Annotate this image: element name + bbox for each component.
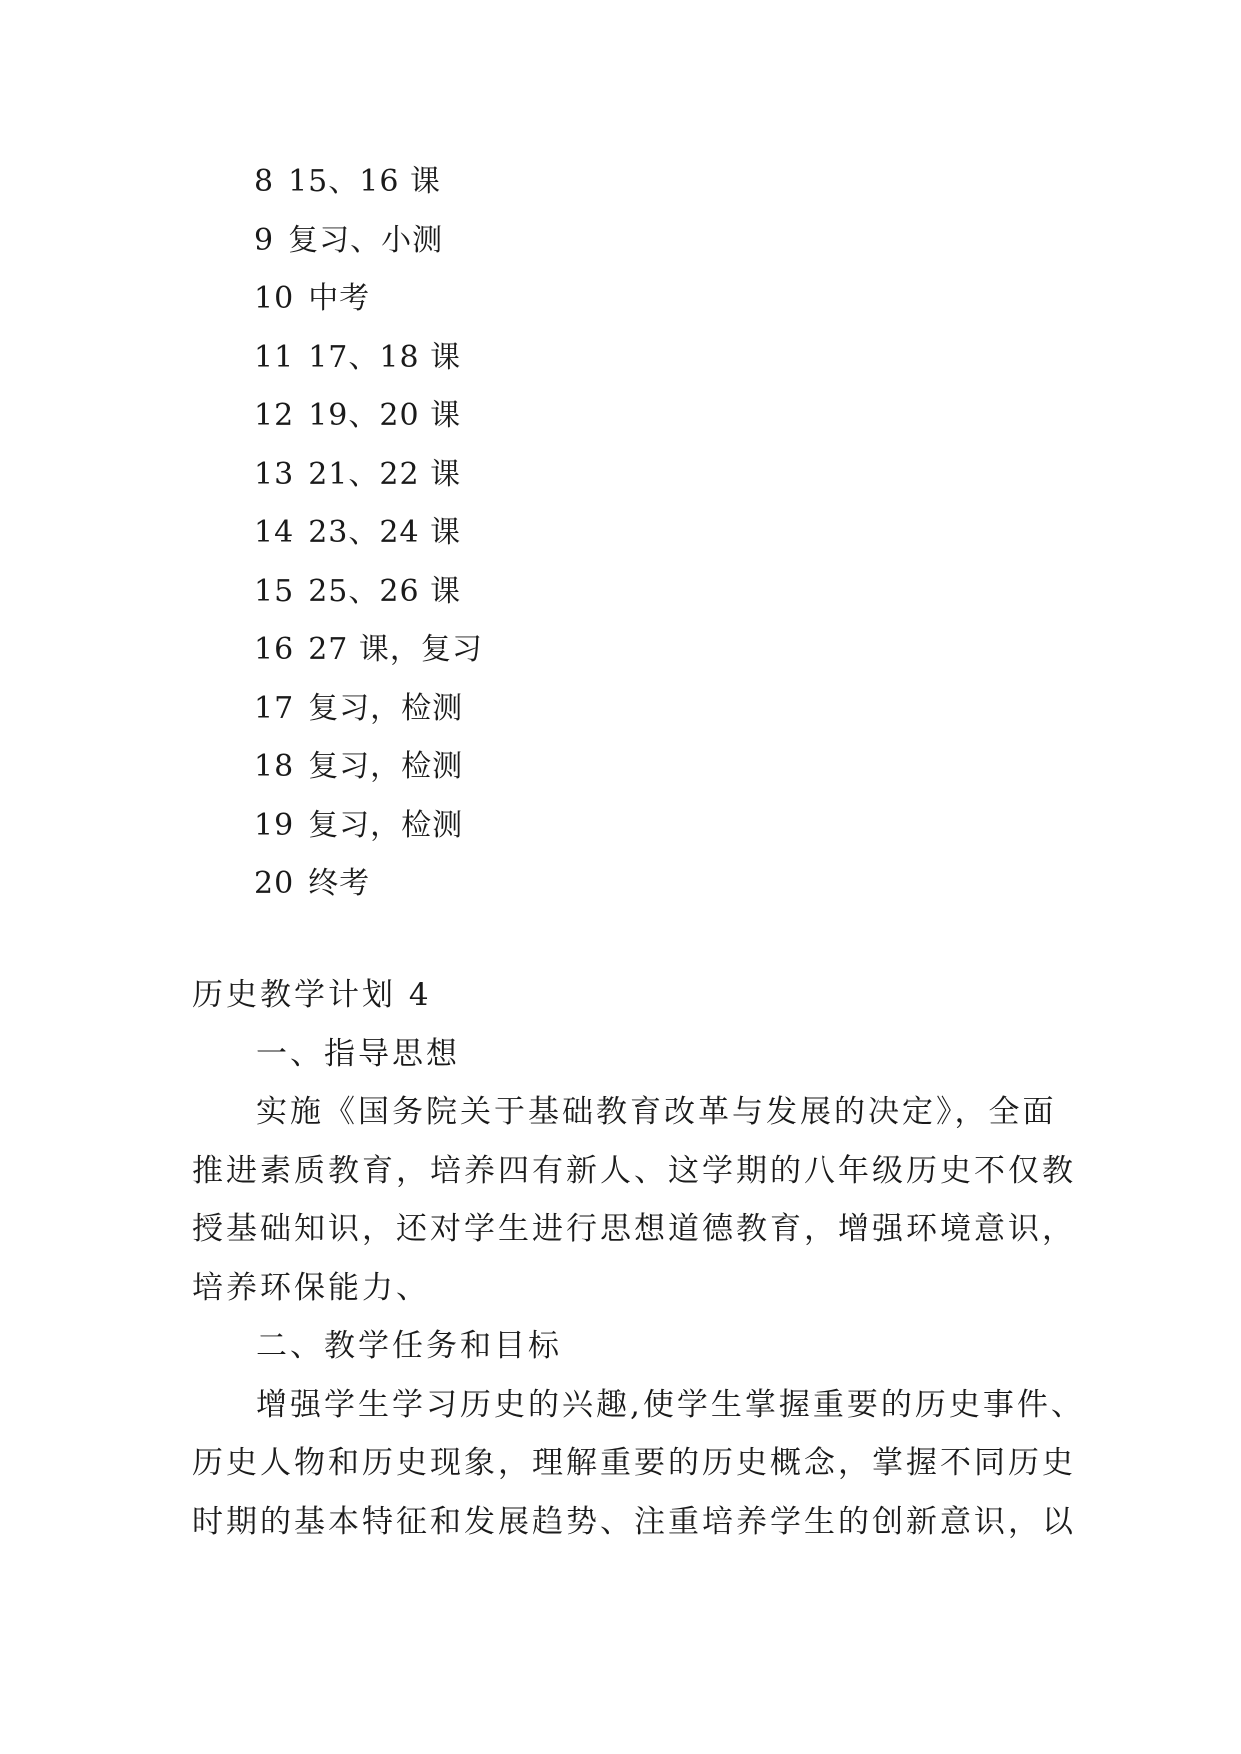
schedule-row (254, 806, 483, 865)
paragraph-line: 实施《国务院关于基础教育改革与发展的决定》，全面 (256, 1094, 1057, 1130)
week-number: 14 (254, 515, 295, 550)
schedule-row (254, 747, 483, 806)
schedule-row (254, 396, 483, 455)
paragraph-line: 推进素质教育，培养四有新人、这学期的八年级历史不仅教 (192, 1152, 1076, 1189)
week-content: 19、20 课 (308, 398, 462, 433)
week-number: 15 (254, 573, 295, 609)
heading-teaching-goals: 二、教学任务和目标 (256, 1328, 562, 1364)
week-content: 23、24 课 (308, 515, 462, 550)
schedule-row (254, 864, 483, 923)
week-content: 复习、小测 (288, 222, 444, 258)
schedule-row (254, 279, 483, 338)
week-number: 11 (254, 339, 295, 375)
week-number: 8 (254, 164, 275, 199)
week-content: 25、26 课 (308, 573, 462, 609)
schedule-row (254, 221, 483, 280)
week-content: 终考 (308, 866, 371, 901)
week-content: 复习，检测 (308, 690, 464, 726)
schedule-row (254, 630, 483, 689)
week-number: 12 (254, 398, 295, 433)
week-content: 15、16 课 (288, 164, 441, 199)
week-content: 21、22 课 (308, 456, 462, 492)
week-content: 17、18 课 (308, 339, 462, 375)
schedule-row (254, 689, 483, 748)
week-number: 13 (254, 456, 295, 492)
section-title: 历史教学计划 4 (192, 977, 432, 1013)
schedule-row (254, 455, 483, 514)
paragraph-line: 时期的基本特征和发展趋势、注重培养学生的创新意识，以 (192, 1503, 1076, 1540)
week-number: 10 (254, 281, 295, 316)
paragraph-line: 授基础知识，还对学生进行思想道德教育，增强环境意识， (192, 1211, 1076, 1247)
week-number: 16 (254, 632, 295, 667)
schedule-row (254, 338, 483, 397)
week-content: 复习，检测 (308, 749, 464, 784)
heading-guiding-ideology: 一、指导思想 (256, 1035, 460, 1072)
week-content: 27 课，复习 (308, 632, 483, 667)
paragraph-line: 历史人物和历史现象，理解重要的历史概念，掌握不同历史 (192, 1445, 1076, 1481)
schedule-row (254, 513, 483, 572)
week-number: 19 (254, 807, 295, 843)
document-body (192, 975, 1085, 1560)
teaching-schedule (254, 162, 483, 923)
week-content: 复习，检测 (308, 807, 464, 843)
paragraph-line: 培养环保能力、 (192, 1269, 430, 1306)
paragraph-line: 增强学生学习历史的兴趣,使学生掌握重要的历史事件、 (256, 1386, 1085, 1423)
schedule-row (254, 572, 483, 631)
week-number: 20 (254, 866, 295, 901)
schedule-row (254, 162, 483, 221)
week-number: 18 (254, 749, 295, 784)
week-content: 中考 (308, 281, 371, 316)
week-number: 9 (254, 222, 275, 258)
week-number: 17 (254, 690, 295, 726)
